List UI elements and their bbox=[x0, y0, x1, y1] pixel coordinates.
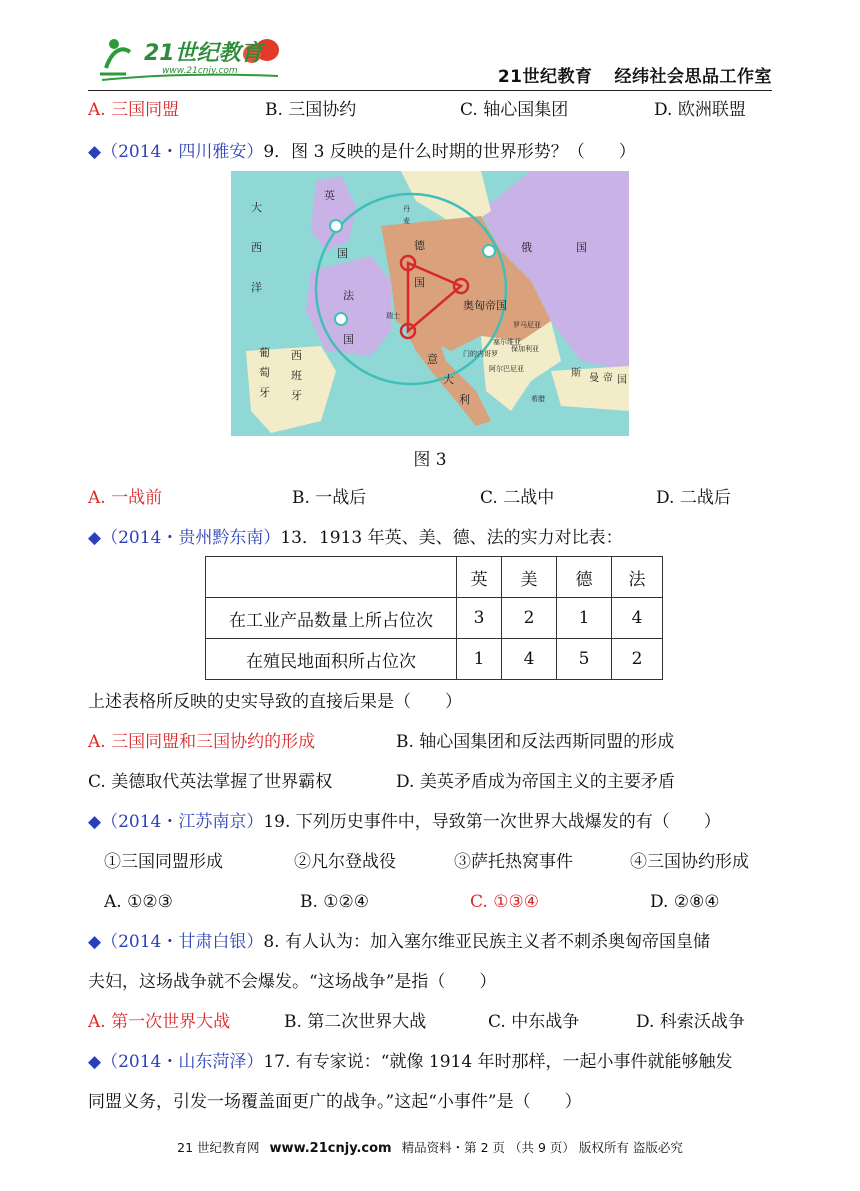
map-label: 希腊 bbox=[531, 395, 545, 403]
option-c: C. 中东战争 bbox=[488, 1012, 580, 1032]
option-a: A. 第一次世界大战 bbox=[88, 1012, 231, 1032]
footer-site: 21 世纪教育网 bbox=[177, 1140, 260, 1155]
question-13-stem-line bbox=[88, 526, 623, 550]
map-label: 国 bbox=[617, 375, 627, 386]
question-source: （2014・甘肃白银） bbox=[101, 932, 264, 952]
map-label: 葡 bbox=[259, 346, 270, 359]
question-stem-continued: 夫妇，这场战争就不会爆发。“这场战争”是指（ ） bbox=[88, 972, 497, 992]
event-item: ①三国同盟形成 bbox=[104, 852, 223, 872]
option-d: D. 欧洲联盟 bbox=[654, 100, 746, 120]
map-label: 西 bbox=[291, 349, 302, 362]
footer-url-link[interactable]: www.21cnjy.com bbox=[269, 1141, 392, 1156]
option-d: D. 二战后 bbox=[656, 488, 731, 508]
event-item: ④三国协约形成 bbox=[630, 852, 749, 872]
map-label: 法 bbox=[343, 289, 354, 302]
option-b: B. 一战后 bbox=[292, 488, 367, 508]
question-8-stem-line bbox=[88, 930, 710, 954]
map-svg bbox=[231, 171, 629, 436]
map-label: 德 bbox=[414, 239, 425, 252]
table-cell: 1 bbox=[557, 598, 612, 639]
table-cell: 2 bbox=[612, 639, 663, 680]
table-row bbox=[206, 598, 663, 639]
table-header-cell bbox=[206, 557, 457, 598]
logo-sub-text: www.21cnjy.com bbox=[162, 66, 238, 76]
map-label: 瑞士 bbox=[386, 312, 400, 320]
table-cell: 在殖民地面积所占位次 bbox=[206, 639, 457, 680]
page-footer bbox=[0, 1138, 860, 1156]
map-label: 西 bbox=[251, 241, 262, 254]
diamond-bullet-icon: ◆ bbox=[88, 812, 102, 832]
map-label: 班 bbox=[291, 369, 302, 382]
diamond-bullet-icon: ◆ bbox=[88, 142, 102, 162]
option-c: C. 轴心国集团 bbox=[460, 100, 569, 120]
header-divider bbox=[88, 90, 772, 91]
option-c: C. 美德取代英法掌握了世界霸权 bbox=[88, 772, 333, 792]
question-17-stem-line bbox=[88, 1050, 733, 1074]
europe-map-figure bbox=[231, 171, 629, 436]
map-label: 罗马尼亚 bbox=[513, 321, 541, 329]
option-c: C. ①③④ bbox=[470, 892, 539, 912]
table-cell: 4 bbox=[502, 639, 557, 680]
map-label: 保加利亚 bbox=[511, 345, 539, 353]
map-label: 国 bbox=[576, 241, 587, 254]
map-label: 奥匈帝国 bbox=[463, 299, 507, 312]
site-logo[interactable] bbox=[92, 28, 292, 84]
diamond-bullet-icon: ◆ bbox=[88, 1052, 102, 1072]
question-source: （2014・江苏南京） bbox=[101, 812, 264, 832]
option-d: D. ②⑧④ bbox=[650, 892, 720, 912]
table-header-cell: 法 bbox=[612, 557, 663, 598]
question-source: （2014・四川雅安） bbox=[101, 142, 264, 162]
header-studio: 经纬社会思品工作室 bbox=[614, 67, 772, 87]
option-b: B. 轴心国集团和反法西斯同盟的形成 bbox=[396, 732, 675, 752]
footer-page-info: 精品资料・第 2 页 （共 9 页） 版权所有 盗版必究 bbox=[401, 1140, 683, 1155]
map-label: 麦 bbox=[403, 217, 410, 225]
question-stem: 13．1913 年英、美、德、法的实力对比表： bbox=[280, 528, 623, 548]
question-stem: 19. 下列历史事件中，导致第一次世界大战爆发的有（ ） bbox=[263, 812, 721, 832]
map-label: 斯 bbox=[571, 368, 581, 379]
option-c: C. 二战中 bbox=[480, 488, 555, 508]
header-brand: 21世纪教育 bbox=[497, 67, 593, 87]
event-item: ②凡尔登战役 bbox=[294, 852, 396, 872]
question-source: （2014・贵州黔东南） bbox=[101, 528, 281, 548]
map-label: 俄 bbox=[521, 241, 532, 254]
option-b: B. 三国协约 bbox=[265, 100, 357, 120]
question-stem: 8. 有人认为：加入塞尔维亚民族主义者不刺杀奥匈帝国皇储 bbox=[263, 932, 710, 952]
map-label: 丹 bbox=[403, 205, 410, 213]
map-label: 曼 bbox=[589, 373, 599, 384]
map-label: 洋 bbox=[251, 281, 262, 294]
map-label: 国 bbox=[414, 276, 425, 289]
event-item: ③萨托热窝事件 bbox=[454, 852, 573, 872]
map-label: 阿尔巴尼亚 bbox=[489, 365, 524, 373]
map-label: 萄 bbox=[259, 366, 270, 379]
map-label: 国 bbox=[343, 333, 354, 346]
table-header-row bbox=[206, 557, 663, 598]
question-followup: 上述表格所反映的史实导致的直接后果是（ ） bbox=[88, 692, 462, 712]
map-label: 大 bbox=[251, 201, 262, 214]
option-b: B. 第二次世界大战 bbox=[284, 1012, 427, 1032]
table-cell: 5 bbox=[557, 639, 612, 680]
option-d: D. 美英矛盾成为帝国主义的主要矛盾 bbox=[396, 772, 675, 792]
power-comparison-table bbox=[205, 556, 663, 680]
map-label: 意 bbox=[427, 353, 438, 366]
question-stem: 17. 有专家说：“就像 1914 年时那样，一起小事件就能够触发 bbox=[263, 1052, 733, 1072]
logo-main-text: 21世纪教育 bbox=[144, 41, 263, 66]
option-b: B. ①②④ bbox=[300, 892, 370, 912]
option-a: A. 一战前 bbox=[88, 488, 163, 508]
header-title bbox=[498, 62, 772, 87]
map-label: 门的内哥罗 bbox=[463, 350, 498, 358]
question-stem: 9．图 3 反映的是什么时期的世界形势？（ ） bbox=[263, 142, 636, 162]
table-row bbox=[206, 639, 663, 680]
map-label: 牙 bbox=[291, 389, 302, 402]
question-stem-continued: 同盟义务，引发一场覆盖面更广的战争。”这起“小事件”是（ ） bbox=[88, 1092, 582, 1112]
map-label: 国 bbox=[337, 247, 348, 260]
table-cell: 3 bbox=[457, 598, 502, 639]
map-label: 牙 bbox=[259, 386, 270, 399]
map-label: 英 bbox=[324, 189, 335, 202]
map-label: 大 bbox=[443, 373, 454, 386]
table-cell: 在工业产品数量上所占位次 bbox=[206, 598, 457, 639]
option-a: A. 三国同盟和三国协约的形成 bbox=[88, 732, 316, 752]
question-source: （2014・山东菏泽） bbox=[101, 1052, 264, 1072]
map-label: 利 bbox=[459, 393, 470, 406]
table-cell: 4 bbox=[612, 598, 663, 639]
question-9-stem-line bbox=[88, 140, 636, 164]
option-d: D. 科索沃战争 bbox=[636, 1012, 745, 1032]
table-cell: 1 bbox=[457, 639, 502, 680]
figure-caption: 图 3 bbox=[413, 450, 447, 470]
diamond-bullet-icon: ◆ bbox=[88, 932, 102, 952]
table-cell: 2 bbox=[502, 598, 557, 639]
table-header-cell: 德 bbox=[557, 557, 612, 598]
option-a: A. ①②③ bbox=[104, 892, 173, 912]
question-19-stem-line bbox=[88, 810, 721, 834]
map-label: 塞尔维亚 bbox=[493, 338, 521, 346]
map-label: 帝 bbox=[603, 373, 613, 384]
table-header-cell: 英 bbox=[457, 557, 502, 598]
table-header-cell: 美 bbox=[502, 557, 557, 598]
option-a: A. 三国同盟 bbox=[88, 100, 180, 120]
diamond-bullet-icon: ◆ bbox=[88, 528, 102, 548]
